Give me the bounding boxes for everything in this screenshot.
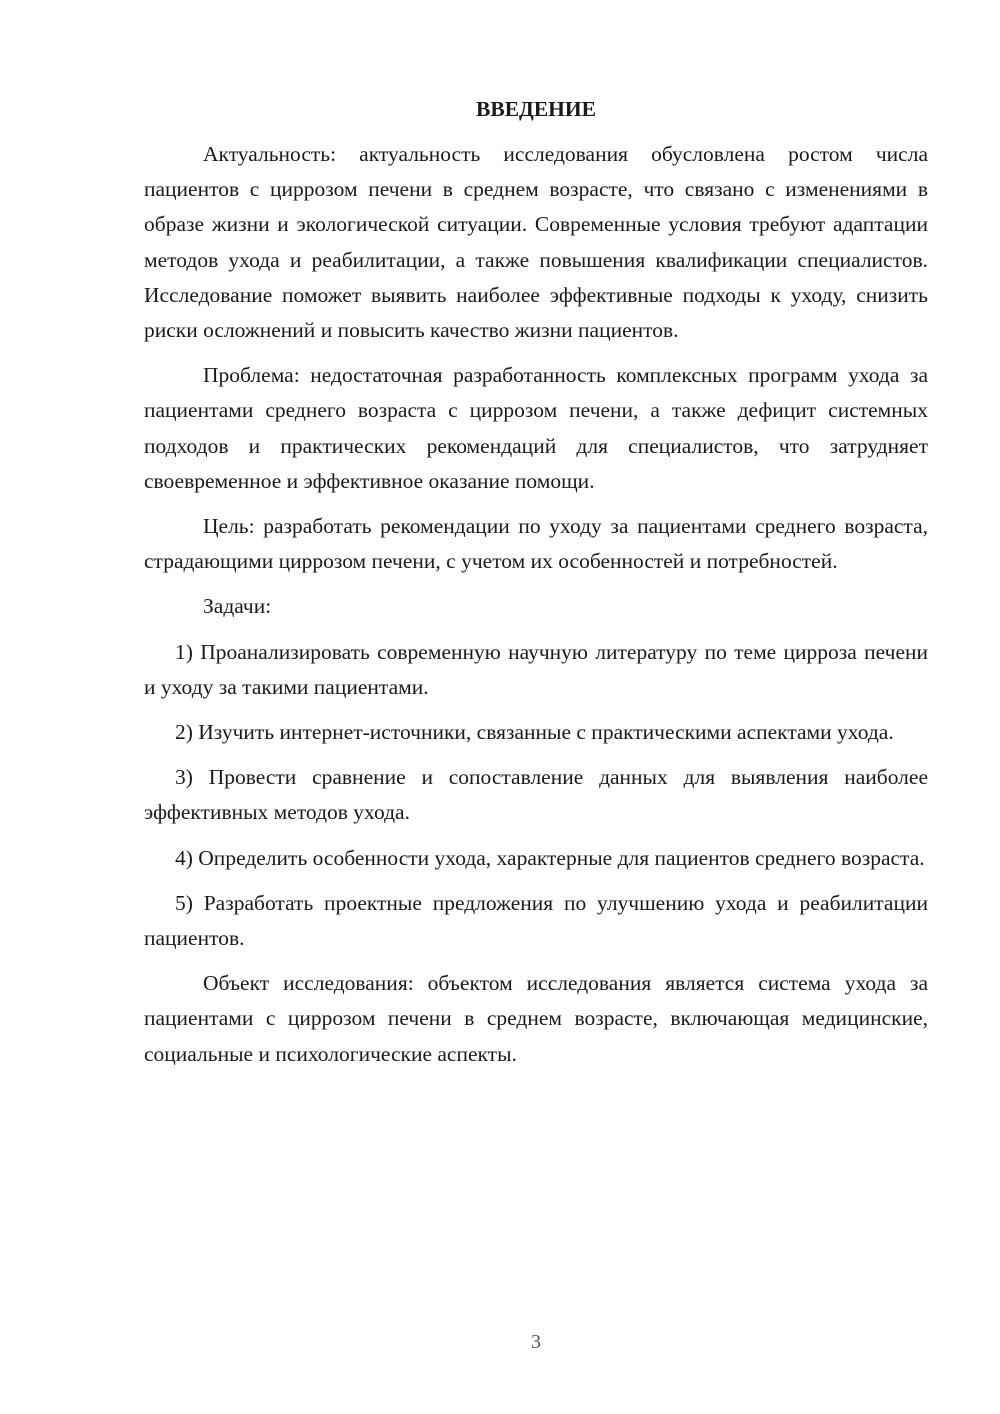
tasks-list <box>144 635 928 957</box>
list-item: 2) Изучить интернет-источники, связанные с практическими аспектами ухода. <box>175 720 894 745</box>
list-item: 1) Проанализировать современную научную литературу по теме цирроза печени и уходу за такими пациентами. <box>144 639 928 699</box>
research-object-paragraph: Объект исследования: объектом исследования является система ухода за пациентами с циррозом печени в среднем возрасте, включающая медицинские, социальные и психологические аспекты. <box>144 971 928 1066</box>
section-heading: ВВЕДЕНИЕ <box>476 97 596 121</box>
page-content <box>144 92 928 1082</box>
relevance-paragraph: Актуальность: актуальность исследования обусловлена ростом числа пациентов с циррозом печени в среднем возрасте, что связано с изменениями в образе жизни и экологической ситуации. Современные условия требуют адаптации методов ухода и реабилитации, а также повышения квалификации специалистов. Исследование поможет выявить наиболее эффективные подходы к уходу, снизить риски осложнений и повысить качество жизни пациентов. <box>144 142 928 343</box>
list-item: 3) Провести сравнение и сопоставление данных для выявления наиболее эффективных методов ухода. <box>144 765 928 825</box>
page-number: 3 <box>531 1331 541 1353</box>
tasks-label: Задачи: <box>203 594 272 619</box>
list-item: 4) Определить особенности ухода, характерные для пациентов среднего возраста. <box>175 845 925 870</box>
goal-paragraph: Цель: разработать рекомендации по уходу за пациентами среднего возраста, страдающими циррозом печени, с учетом их особенностей и потребностей. <box>144 514 928 574</box>
list-item: 5) Разработать проектные предложения по улучшению ухода и реабилитации пациентов. <box>144 890 928 951</box>
problem-paragraph: Проблема: недостаточная разработанность комплексных программ ухода за пациентами среднего возраста с циррозом печени, а также дефицит системных подходов и практических рекомендаций для специалистов, что затрудняет своевременное и эффективное оказание помощи. <box>144 363 928 493</box>
